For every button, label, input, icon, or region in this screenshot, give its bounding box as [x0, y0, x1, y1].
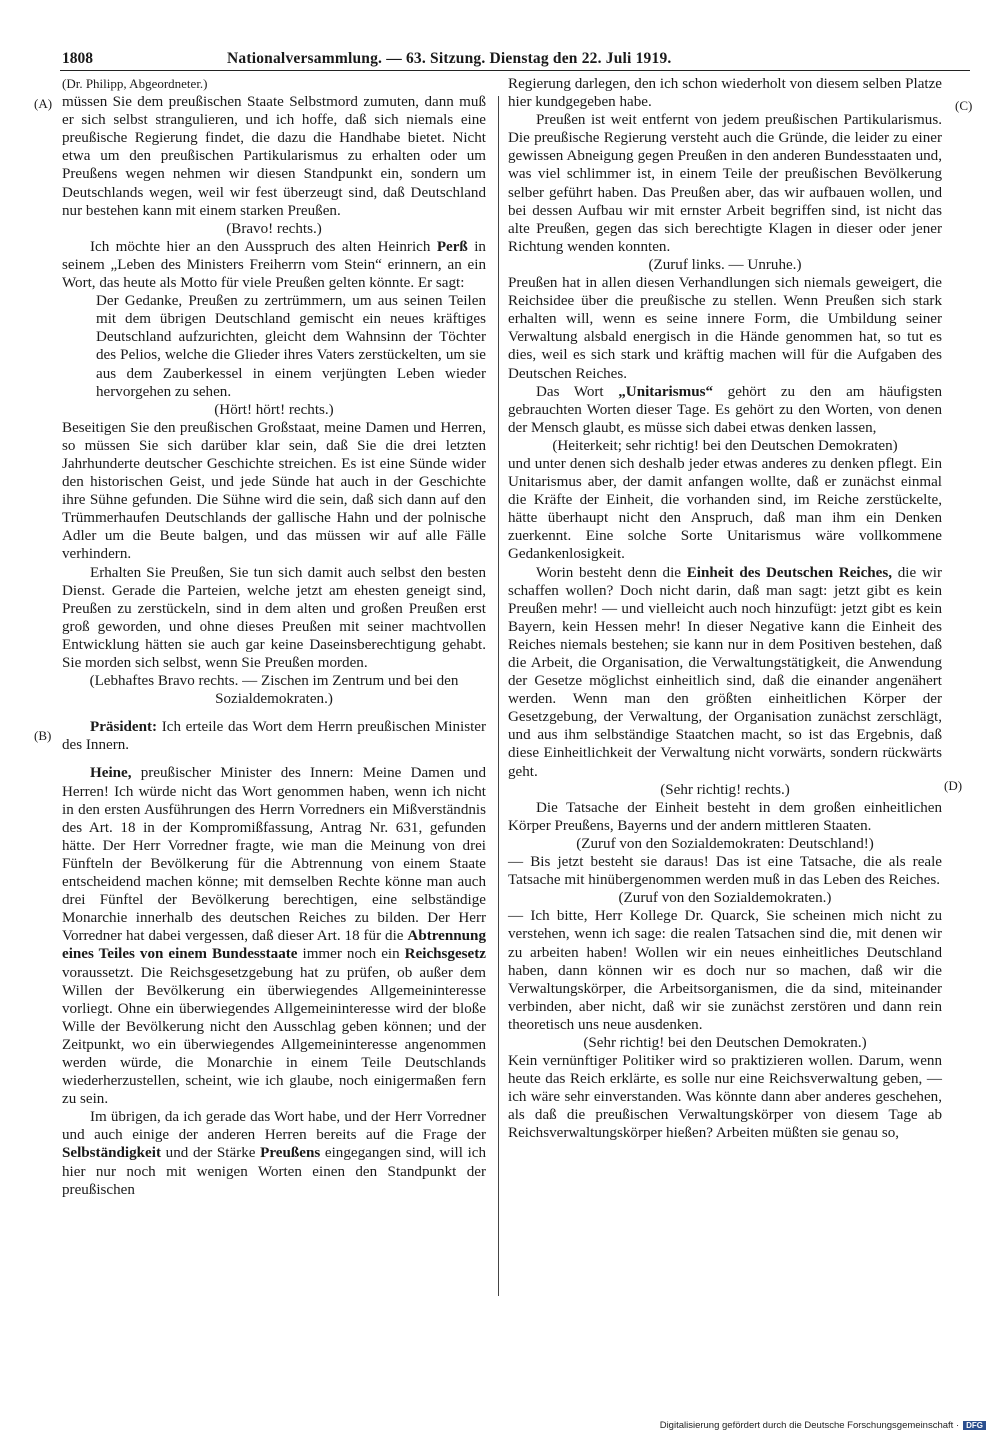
emphasis: Einheit des Deutschen Reiches,: [686, 564, 893, 581]
column-divider: [498, 96, 499, 1296]
emphasis: „Unitarismus“: [618, 383, 714, 400]
margin-letter-b: (B): [34, 728, 52, 743]
paragraph: Beseitigen Sie den preußischen Großstaat, meine Damen und Herren, so müssen Sie sich darüber klar sein, daß Sie die drei letzten Jahrhunderte deutscher Geschichte streichen. Es ist eine Sünde wider den historischen Geist, und jede Sünde hat auch in der Geschichte ihre Sühne gefunden. Die Sühne wird die sein, daß sich dann auf den Trümmerhaufen Deutschlands der gallische Hahn und der polnische Adler um die Beute balgen, und das müssen wir auf alle Fälle verhindern.: [62, 419, 486, 563]
emphasis: Selbständigkeit: [62, 1145, 161, 1162]
margin-letter-c: (C): [955, 98, 973, 113]
paragraph: [62, 1108, 486, 1198]
margin-letter-d: (D): [944, 778, 963, 793]
right-column: [508, 75, 942, 1143]
paragraph: Preußen hat in allen diesen Verhandlungen sich niemals geweigert, die Reichsidee über die preußische zu stellen. Wenn Preußen sich stark erhalten will, wenn es seine innere Form, die Umbildung seiner Verwaltung alsbald energisch in die Hände genommen hat, so tut es dies, weil es sich stark und kräftig machen will für die Aufgaben des Deutschen Reiches.: [508, 275, 942, 382]
paragraph: und unter denen sich deshalb jeder etwas anderes zu denken pflegt. Ein Unitarismus aber, der damit anfangen wollte, daß er zunächst einmal die Kräfte der Einheit, die vorhanden sind, im Reiche zerstückelte, hätte überhaupt nicht den Anspruch, daß man ihm ein Denken zuerkennt. Eine solche Sorte Unitarismus wäre vollkommene Gedankenlosigkeit.: [508, 455, 942, 563]
interjection: (Zuruf links. — Unruhe.): [648, 256, 802, 273]
text: die wir schaffen wollen? Doch nicht darin, daß man sagt: jetzt gibt es kein Preußen mehr! — und vielleicht auch noch hinzufügt: jetzt gibt es kein Bayern, kein Hessen mehr! In dieser Negative kann die Einheit des Reiches niemals bestehen; sie kann nur in dem Positiven bestehen, daß die Arbeit, die Organisation, die Verwaltungstätigkeit, die Anwendung der Gesetze möglichst einheitlich sind, daß die einander angenähert werden. Wenn man den größten einheitlichen Körper der Gesetzgebung, der Verwaltung, der Organisation zunächst zerschlägt, und aus ihm selbständige Staatchen macht, so ist das Ergebnis, daß diese Einheitlichkeit der Verwaltung nicht vorwärts, sondern rückwärts geht.: [508, 564, 942, 780]
paragraph: [508, 564, 942, 781]
text: voraussetzt. Die Reichsgesetzgebung hat zu prüfen, ob außer dem Willen der Bevölkerung ein überwiegendes Allgemeininteresse vorliegt. Ohne ein überwiegendes Allgemeininteresse wird der bloße Wille der Bevölkerung nicht den Ausschlag geben können; und der Zeitpunkt, wo ein überwiegendes Allgemeininteresse angenommen werden würde, die Monarchie in einem Teile Deutschlands wiederherzustellen, scheint, wie ich glaube, noch einigermaßen fern zu sein.: [62, 964, 486, 1108]
text: in seinem „Leben des Ministers Freiherrn vom Stein“ erinnern, an ein Wort, das heute als Motto für viele Preußen gelten könnte. Er sagt:: [62, 238, 486, 292]
footer-text: Digitalisierung gefördert durch die Deutsche Forschungsgemeinschaft ·: [659, 1420, 960, 1431]
interjection: (Heiterkeit; sehr richtig! bei den Deutschen Demokraten): [552, 437, 898, 454]
page-header: [62, 50, 970, 72]
paragraph: — Ich bitte, Herr Kollege Dr. Quarck, Sie scheinen mich nicht zu verstehen, wenn ich sage: die realen Tatsachen sind die, mit denen wir zu arbeiten haben! Wollen wir ein neues einheitliches Deutschland haben, dann können wir es doch nur so machen, daß wir die Verwaltungskörper, die Arbeitsorganismen, die da sind, miteinander verbinden, aber nicht, daß wir sie zunächst zerstören und dann rein theoretisch uns neue ausdenken.: [508, 908, 942, 1033]
interjection: (Sehr richtig! rechts.): [660, 781, 790, 798]
paragraph: [62, 238, 486, 292]
interjection: (Sehr richtig! bei den Deutschen Demokraten.): [583, 1034, 867, 1051]
left-column: [62, 75, 486, 1199]
paragraph: Die Tatsache der Einheit besteht in dem großen einheitlichen Körper Preußens, Bayerns und der andern mittleren Staaten.: [508, 799, 942, 834]
paragraph: [508, 383, 942, 437]
header-rule: [60, 70, 970, 71]
running-title: Nationalversammlung. — 63. Sitzung. Dienstag den 22. Juli 1919.: [227, 50, 672, 67]
speaker-label: Heine,: [90, 765, 132, 782]
emphasis: Reichsgesetz: [404, 946, 486, 963]
text: Das Wort: [536, 383, 604, 400]
paragraph: Preußen ist weit entfernt von jedem preußischen Partikularismus. Die preußische Regierung versteht auch die Gründe, die leider zu einer gewissen Abneigung gegen Preußen in den anderen Bundesstaaten und, was viel schlimmer ist, in einem Teile der preußischen Bevölkerung selber geführt haben. Das Preußen aber, das wir aufbauen wollen, und bei dessen Aufbau wir mit ernster Arbeit begriffen sind, ist nicht das alte Preußen, gegen das sich berechtigte Klagen in dieser oder jener Richtung wenden konnten.: [508, 112, 942, 255]
page-number: 1808: [62, 50, 93, 67]
speaker-label: Präsident:: [90, 719, 158, 736]
text: und der Stärke: [165, 1145, 256, 1162]
paragraph: Erhalten Sie Preußen, Sie tun sich damit auch selbst den besten Dienst. Gerade die Parteien, welche jetzt am ehesten geneigt sind, Preußen zu zerstückeln, sind in dem alten und großen Preußen erst groß geworden, und ohne dieses Preußen mit seiner machtvollen Entwicklung hätten sie auch gar keine Daseinsberechtigung gehabt. Sie morden sich selbst, wenn Sie Preußen morden.: [62, 564, 486, 671]
name-bold: Perß: [436, 238, 468, 255]
speaker-note: (Dr. Philipp, Abgeordneter.): [62, 76, 208, 91]
interjection: (Zuruf von den Sozialdemokraten.): [618, 890, 832, 907]
paragraph: Kein vernünftiger Politiker wird so praktizieren wollen. Darum, wenn heute das Reich erklärte, es solle nur eine Reichsverwaltung geben, — ich wäre sehr einverstanden. Was könnte dann aber anderes geschehen, als daß die preußischen Verwaltungskörper von diesem Tage ab Reichsverwaltungskörper hießen? Arbeiten müßten sie genau so,: [508, 1053, 942, 1142]
text: Im übrigen, da ich gerade das Wort habe, und der Herr Vorredner und auch einige der anderen Herren bereits auf die Frage der: [62, 1109, 486, 1144]
text: Ich möchte hier an den Ausspruch des alten Heinrich: [90, 238, 431, 255]
text: preußischer Minister des Innern: Meine Damen und Herren! Ich würde nicht das Wort genommen haben, wenn ich nicht in den ersten Ausführungen des Herrn Vorredners ein Mißverständnis des Art. 18 in der Kompromißfassung, Antrag Nr. 631, gefunden hätte. Der Herr Vorredner fragte, wie man die Meinung von drei Fünfteln der Bevölkerung für die Abtrennung von einem Staate entscheidend machen könne; mit demselben Rechte könne man auch drei Fünftel der Bevölkerung berechtigen, eine selbständige Monarchie innerhalb des deutschen Reiches zu bilden. Der Herr Vorredner hat dabei vergessen, daß dieser Art. 18 für die: [62, 765, 487, 945]
margin-letter-a: (A): [34, 96, 53, 111]
interjection: (Lebhaftes Bravo rechts. — Zischen im Zentrum und bei den Sozialdemokraten.): [89, 673, 459, 708]
president-statement: [62, 718, 486, 754]
paragraph: — Bis jetzt besteht sie daraus! Das ist eine Tatsache, die als reale Tatsache mit hinübergenommen werden muß in das Leben des Reiches.: [508, 854, 942, 889]
dfg-logo: DFG: [963, 1421, 986, 1430]
text: eingegangen sind, will ich hier nur noch mit wenigen Worten einen den Standpunkt der preußischen: [62, 1145, 487, 1198]
interjection: (Hört! hört! rechts.): [214, 401, 334, 418]
interjection: (Bravo! rechts.): [226, 220, 322, 237]
interjection: (Zuruf von den Sozialdemokraten: Deutschland!): [576, 835, 874, 852]
paragraph: müssen Sie dem preußischen Staate Selbstmord zumuten, dann muß er sich selbst strangulieren, und ich hoffe, daß sich niemals eine preußische Regierung findet, die dazu die Handhabe bietet. Nicht etwa um den preußischen Partikularismus zu erhalten oder um Preußens wegen nehmen wir diesen Standpunkt ein, sondern um Deutschlands wegen, weil wir fest überzeugt sind, daß Deutschland nur bestehen kann mit einem starken Preußen.: [62, 94, 486, 219]
text: gehört zu den am häufigsten gebrauchten Worten dieser Tage. Es gehört zu den Worten, von denen der Mensch glaubt, es müsse sich dabei etwas denken lassen,: [508, 383, 943, 436]
paragraph: Regierung darlegen, den ich schon wiederholt von diesem selben Platze hier kundgegeben habe.: [508, 76, 942, 111]
text: Worin besteht denn die: [536, 564, 681, 581]
minister-speech: [62, 764, 486, 1108]
text: immer noch ein: [302, 946, 400, 963]
block-quote: Der Gedanke, Preußen zu zertrümmern, um aus seinen Teilen mit dem übrigen Deutschland gemischt ein neues kräftiges Deutschland aufzurichten, gleicht dem Wahnsinn der Töchter des Pelios, welche die Glieder ihres Vaters zerstückelten, um sie aus dem Zauberkessel in einem verjüngten Leben wieder hervorgehen zu sehen.: [96, 293, 486, 400]
text: Ich erteile das Wort dem Herrn preußischen Minister des Innern.: [62, 719, 486, 754]
emphasis: Abtrennung eines Teiles von einem Bundesstaate: [62, 928, 486, 963]
footer-credit: [660, 1420, 986, 1432]
emphasis: Preußens: [260, 1145, 321, 1162]
